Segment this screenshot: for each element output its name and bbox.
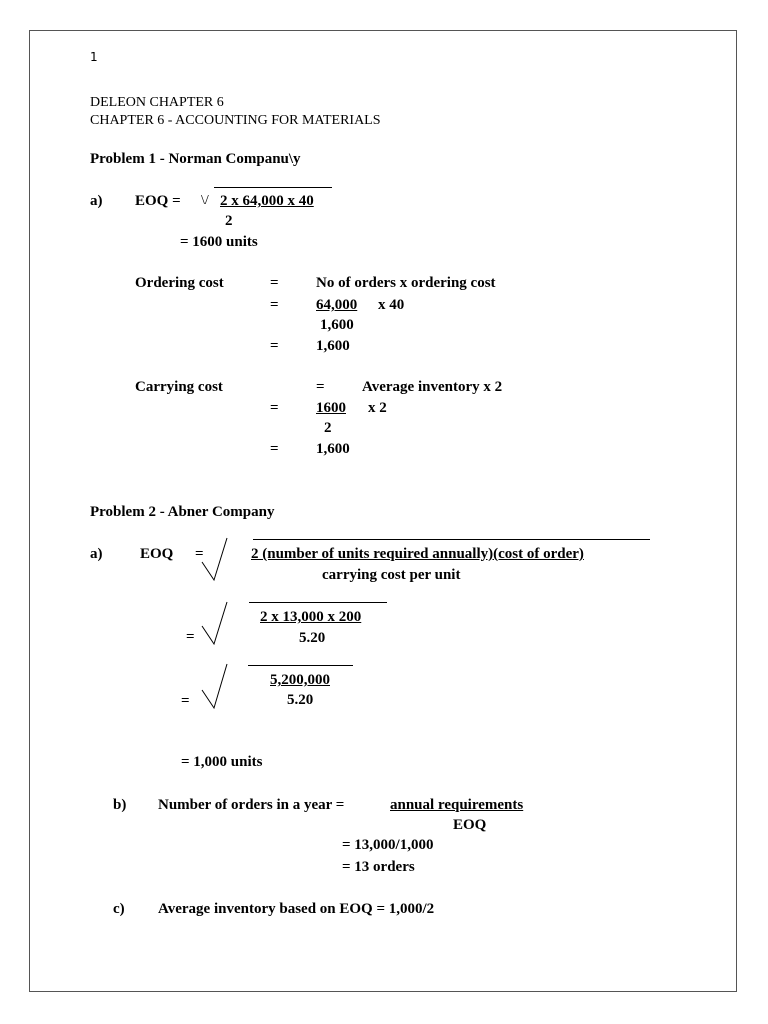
carrying-cost-label: Carrying cost	[135, 379, 223, 395]
problem2-b-label: b)	[113, 797, 127, 813]
problem1-eoq-label: EOQ =	[135, 193, 181, 209]
problem2-eoq-result: = 1,000 units	[181, 754, 263, 770]
ordering-denominator: 1,600	[320, 317, 354, 333]
carrying-eq-2: =	[270, 400, 279, 416]
problem2-step2-denominator: 5.20	[299, 630, 326, 646]
carrying-result: 1,600	[316, 441, 350, 457]
ordering-formula: No of orders x ordering cost	[316, 275, 496, 291]
problem2-step2-radical-icon	[200, 600, 230, 646]
problem2-b-text: Number of orders in a year =	[158, 797, 345, 813]
ordering-eq-3: =	[270, 338, 279, 354]
problem2-radical-bar	[253, 539, 650, 540]
problem1-radical-glyph: \/	[201, 193, 209, 208]
problem2-b-line2: = 13,000/1,000	[342, 837, 434, 853]
carrying-denominator: 2	[324, 420, 332, 436]
carrying-eq-3: =	[270, 441, 279, 457]
problem2-step2-eq: =	[186, 629, 195, 645]
problem2-step3-eq: =	[181, 693, 190, 709]
problem1-a-label: a)	[90, 193, 103, 209]
problem2-step3-denominator: 5.20	[287, 692, 314, 708]
problem2-c-text: Average inventory based on EOQ = 1,000/2	[158, 901, 435, 917]
problem2-step2-radical-bar	[249, 602, 387, 603]
page-number: 1	[90, 50, 98, 64]
problem2-formula-numerator: 2 (number of units required annually)(cost of order)	[251, 546, 584, 562]
header-line-1: DELEON CHAPTER 6	[90, 95, 224, 110]
problem1-eoq-numerator: 2 x 64,000 x 40	[220, 193, 314, 209]
problem2-formula-denominator: carrying cost per unit	[322, 567, 461, 583]
carrying-numerator: 1600	[316, 400, 346, 416]
problem2-step2-numerator: 2 x 13,000 x 200	[260, 609, 362, 625]
problem2-step3-numerator: 5,200,000	[270, 672, 330, 688]
ordering-cost-label: Ordering cost	[135, 275, 224, 291]
problem2-radical-icon	[200, 536, 230, 582]
ordering-numerator: 64,000	[316, 297, 358, 313]
problem1-title: Problem 1 - Norman Companu\y	[90, 151, 301, 167]
carrying-multiplier: x 2	[368, 400, 387, 416]
problem1-radical-bar	[214, 187, 332, 188]
problem2-step3-radical-bar	[248, 665, 353, 666]
problem2-b-line3: = 13 orders	[342, 859, 415, 875]
carrying-eq-1: =	[316, 379, 325, 395]
problem2-title: Problem 2 - Abner Company	[90, 504, 275, 520]
carrying-formula: Average inventory x 2	[362, 379, 503, 395]
problem2-step3-radical-icon	[200, 662, 230, 710]
problem2-c-label: c)	[113, 901, 125, 917]
problem1-eoq-result: = 1600 units	[180, 234, 258, 250]
ordering-eq-2: =	[270, 297, 279, 313]
problem2-eoq-label: EOQ	[140, 546, 174, 562]
ordering-multiplier: x 40	[378, 297, 405, 313]
problem2-eq: =	[195, 546, 204, 562]
problem1-eoq-denominator: 2	[225, 213, 233, 229]
ordering-result: 1,600	[316, 338, 350, 354]
problem2-b-denominator: EOQ	[453, 817, 487, 833]
ordering-eq-1: =	[270, 275, 279, 291]
problem2-b-numerator: annual requirements	[390, 797, 524, 813]
header-line-2: CHAPTER 6 - ACCOUNTING FOR MATERIALS	[90, 113, 381, 128]
problem2-a-label: a)	[90, 546, 103, 562]
